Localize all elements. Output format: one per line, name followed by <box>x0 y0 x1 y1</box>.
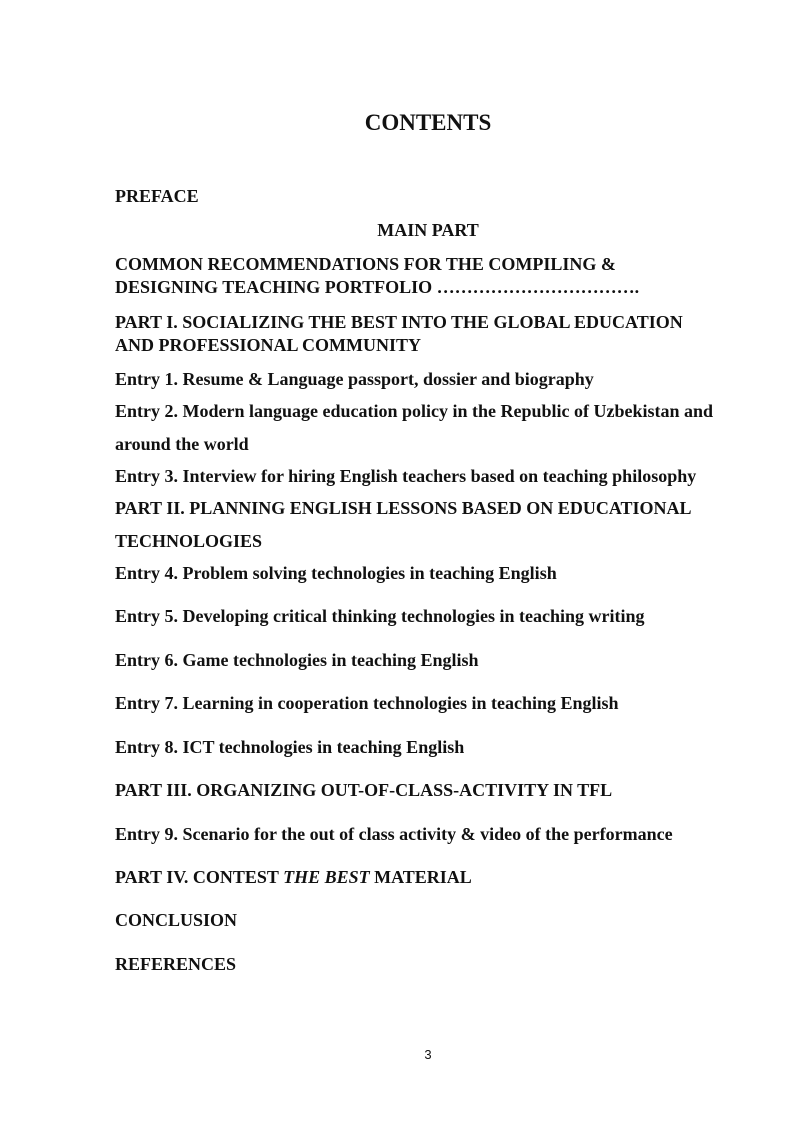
page-title: CONTENTS <box>364 110 492 135</box>
toc-entry-9: Entry 9. Scenario for the out of class activity & video of the performance <box>115 824 673 844</box>
toc-entry-5: Entry 5. Developing critical thinking technologies in teaching writing <box>115 606 645 626</box>
toc-entry-6: Entry 6. Game technologies in teaching English <box>115 650 479 670</box>
toc-part2-line2: TECHNOLOGIES <box>115 531 263 551</box>
toc-common-line2: DESIGNING TEACHING PORTFOLIO ……………………………. <box>115 277 640 297</box>
toc-conclusion: CONCLUSION <box>115 910 238 930</box>
toc-entry-4: Entry 4. Problem solving technologies in teaching English <box>115 563 557 583</box>
toc-common-line1: COMMON RECOMMENDATIONS FOR THE COMPILING & <box>115 254 616 274</box>
toc-part3: PART III. ORGANIZING OUT-OF-CLASS-ACTIVITY IN TFL <box>115 780 613 800</box>
toc-part2-line1: PART II. PLANNING ENGLISH LESSONS BASED ON EDUCATIONAL <box>115 498 692 518</box>
toc-references: REFERENCES <box>115 954 237 974</box>
toc-entry-8: Entry 8. ICT technologies in teaching English <box>115 737 465 757</box>
page-number: 3 <box>424 1047 432 1062</box>
toc-entry-7: Entry 7. Learning in cooperation technologies in teaching English <box>115 693 619 713</box>
toc-part4-italic: THE BEST <box>283 867 370 887</box>
toc-part1-line2: AND PROFESSIONAL COMMUNITY <box>115 335 422 355</box>
toc-entry-2-line1: Entry 2. Modern language education policy in the Republic of Uzbekistan and <box>115 401 714 421</box>
toc-preface: PREFACE <box>115 186 199 206</box>
toc-main-part: MAIN PART <box>377 220 479 240</box>
toc-entry-2-line2: around the world <box>115 434 249 454</box>
toc-part4 <box>115 866 755 889</box>
toc-part1-line1: PART I. SOCIALIZING THE BEST INTO THE GLOBAL EDUCATION <box>115 312 683 332</box>
toc-part4-prefix: PART IV. CONTEST <box>115 867 284 887</box>
toc-part4-suffix: MATERIAL <box>369 867 472 887</box>
toc-entry-1: Entry 1. Resume & Language passport, dossier and biography <box>115 369 594 389</box>
toc-entry-3: Entry 3. Interview for hiring English teachers based on teaching philosophy <box>115 466 697 486</box>
